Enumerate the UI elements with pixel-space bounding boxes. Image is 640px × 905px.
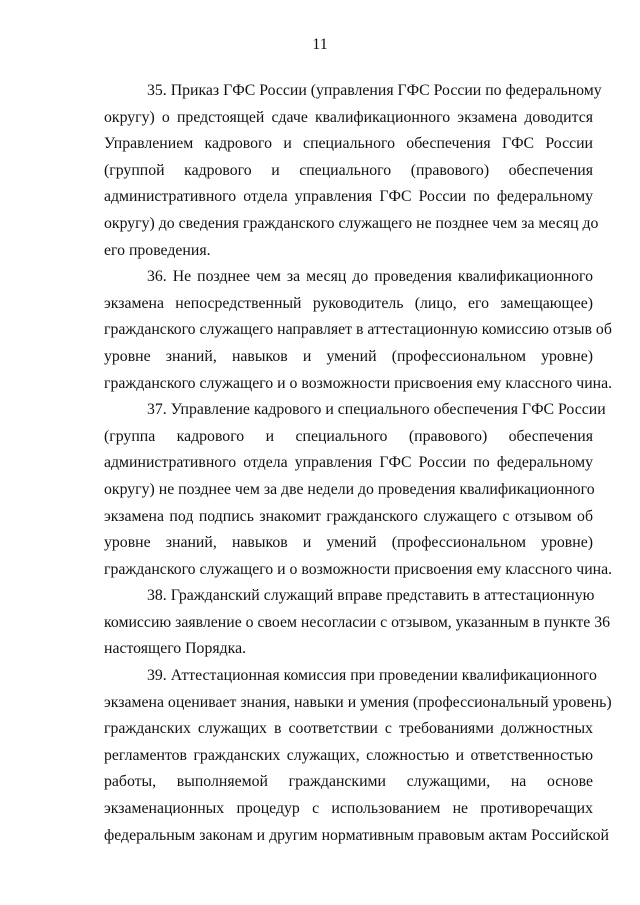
text-line: экзамена оценивает знания, навыки и умения (профессиональный уровень) bbox=[104, 693, 612, 711]
text-line: округу) о предстоящей сдаче квалификационного экзамена доводится bbox=[104, 108, 593, 126]
text-line: (группой кадрового и специального (правового) обеспечения bbox=[104, 161, 593, 179]
paragraph bbox=[104, 397, 613, 583]
text-line: 36. Не позднее чем за месяц до проведения квалификационного bbox=[147, 268, 593, 286]
text-line: гражданского служащего направляет в аттестационную комиссию отзыв об bbox=[104, 321, 612, 339]
text-line: федеральным законам и другим нормативным правовым актам Российской bbox=[104, 826, 609, 844]
text-line: настоящего Порядка. bbox=[104, 640, 247, 658]
text-line: 39. Аттестационная комиссия при проведении квалификационного bbox=[147, 667, 597, 685]
paragraph bbox=[104, 583, 610, 663]
text-line: 35. Приказ ГФС России (управления ГФС России по федеральному bbox=[147, 82, 602, 99]
text-line: административного отдела управления ГФС России по федеральному bbox=[104, 454, 593, 472]
text-line: 38. Гражданский служащий вправе представить в аттестационную bbox=[147, 587, 595, 605]
page-number: 11 bbox=[312, 36, 328, 53]
text-line: регламентов гражданских служащих, сложностью и ответственностью bbox=[104, 746, 593, 764]
text-line: гражданских служащих в соответствии с требованиями должностных bbox=[104, 720, 593, 738]
text-line: его проведения. bbox=[104, 241, 211, 259]
text-line: экзаменационных процедур с использованием не противоречащих bbox=[104, 800, 593, 818]
text-line: округу) не позднее чем за две недели до проведения квалификационного bbox=[104, 480, 595, 498]
paragraph bbox=[104, 663, 612, 849]
text-line: (группа кадрового и специального (правового) обеспечения bbox=[104, 427, 593, 445]
text-line: 37. Управление кадрового и специального обеспечения ГФС России bbox=[147, 401, 606, 419]
text-line: уровне знаний, навыков и умений (профессиональном уровне) bbox=[104, 347, 593, 365]
text-line: экзамена под подпись знакомит гражданского служащего с отзывом об bbox=[104, 507, 593, 525]
text-line: работы, выполняемой гражданскими служащими, на основе bbox=[104, 773, 593, 791]
paragraph bbox=[104, 78, 602, 264]
text-line: гражданского служащего и о возможности присвоения ему классного чина. bbox=[104, 374, 613, 392]
text-line: округу) до сведения гражданского служащего не позднее чем за месяц до bbox=[104, 214, 599, 232]
text-line: экзамена непосредственный руководитель (лицо, его замещающее) bbox=[104, 294, 593, 312]
document-body bbox=[104, 78, 613, 849]
paragraph bbox=[104, 264, 613, 397]
text-line: уровне знаний, навыков и умений (профессиональном уровне) bbox=[104, 534, 593, 552]
text-line: Управлением кадрового и специального обеспечения ГФС России bbox=[104, 135, 593, 153]
text-line: административного отдела управления ГФС России по федеральному bbox=[104, 188, 593, 206]
text-line: гражданского служащего и о возможности присвоения ему классного чина. bbox=[104, 560, 613, 578]
text-line: комиссию заявление о своем несогласии с отзывом, указанным в пункте 36 bbox=[104, 613, 610, 631]
